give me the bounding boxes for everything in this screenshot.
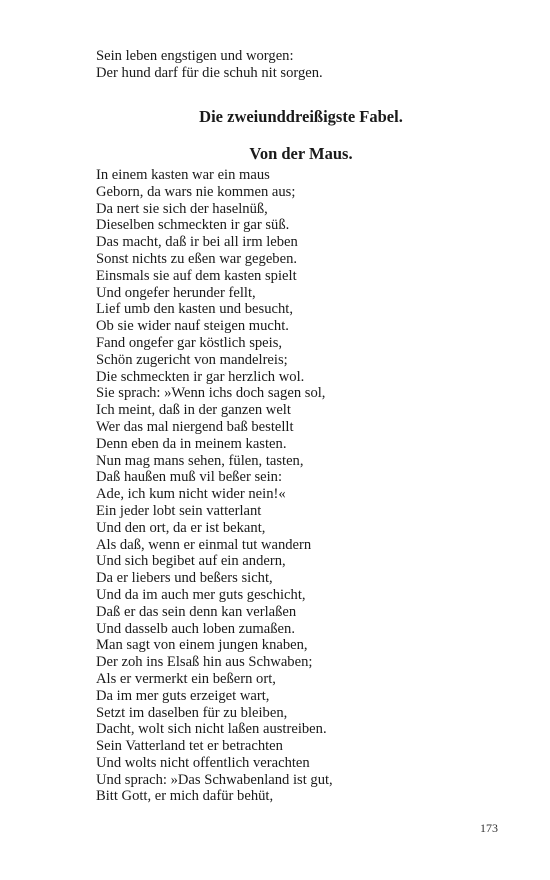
verse-line: Dacht, wolt sich nicht laßen austreiben. <box>96 721 327 738</box>
verse-line: Sie sprach: »Wenn ichs doch sagen sol, <box>96 385 326 402</box>
verse-line: Sein Vatterland tet er betrachten <box>96 738 283 755</box>
verse-line: Der zoh ins Elsaß hin aus Schwaben; <box>96 654 313 671</box>
verse-line: Man sagt von einem jungen knaben, <box>96 637 308 654</box>
verse-line: Einsmals sie auf dem kasten spielt <box>96 267 297 284</box>
verse-line: Wer das mal niergend baß bestellt <box>96 418 294 435</box>
fable-title: Die zweiunddreißigste Fabel. <box>199 107 403 126</box>
verse-line: Das macht, daß ir bei all irm leben <box>96 234 298 251</box>
verse-line: Sonst nichts zu eßen war gegeben. <box>96 250 298 267</box>
poem-verse <box>96 167 516 805</box>
verse-line: Daß er das sein denn kan verlaßen <box>96 603 297 620</box>
verse-line: Und sich begibet auf ein andern, <box>96 553 286 570</box>
verse-line: Da er liebers und beßers sicht, <box>96 570 273 587</box>
verse-line: Da im mer guts erzeiget wart, <box>96 687 270 704</box>
intro-verse <box>96 48 516 82</box>
verse-line: Der hund darf für die schuh nit sorgen. <box>96 64 323 81</box>
verse-line: Fand ongefer gar köstlich speis, <box>96 334 283 351</box>
verse-line: Und da im auch mer guts geschicht, <box>96 586 306 603</box>
verse-line: Setzt im daselben für zu bleiben, <box>96 704 288 721</box>
verse-line: Nun mag mans sehen, fülen, tasten, <box>96 452 304 469</box>
verse-line: Und ongefer herunder fellt, <box>96 284 256 301</box>
fable-subtitle: Von der Maus. <box>249 144 353 163</box>
verse-line: Als daß, wenn er einmal tut wandern <box>96 536 312 553</box>
verse-line: Bitt Gott, er mich dafür behüt, <box>96 788 274 805</box>
verse-line: In einem kasten war ein maus <box>96 167 270 183</box>
verse-line: Ade, ich kum nicht wider nein!« <box>96 486 286 503</box>
verse-line: Sein leben engstigen und worgen: <box>96 48 294 64</box>
verse-line: Daß haußen muß vil beßer sein: <box>96 469 283 486</box>
verse-line: Geborn, da wars nie kommen aus; <box>96 183 296 200</box>
verse-line: Denn eben da in meinem kasten. <box>96 435 287 452</box>
verse-line: Und wolts nicht offentlich verachten <box>96 754 310 771</box>
verse-line: Und dasselb auch loben zumaßen. <box>96 620 295 637</box>
verse-line: Als er vermerkt ein beßern ort, <box>96 670 276 687</box>
verse-line: Ein jeder lobt sein vatterlant <box>96 502 262 519</box>
page-number: 173 <box>480 821 498 835</box>
verse-line: Dieselben schmeckten ir gar süß. <box>96 217 290 234</box>
verse-line: Und den ort, da er ist bekant, <box>96 519 266 536</box>
verse-line: Da nert sie sich der haselnüß, <box>96 200 268 217</box>
verse-line: Ich meint, daß in der ganzen welt <box>96 402 291 419</box>
verse-line: Die schmeckten ir gar herzlich wol. <box>96 368 305 385</box>
verse-line: Lief umb den kasten und besucht, <box>96 301 293 318</box>
verse-line: Und sprach: »Das Schwabenland ist gut, <box>96 771 333 788</box>
verse-line: Schön zugericht von mandelreis; <box>96 351 288 368</box>
verse-line: Ob sie wider nauf steigen mucht. <box>96 318 289 335</box>
